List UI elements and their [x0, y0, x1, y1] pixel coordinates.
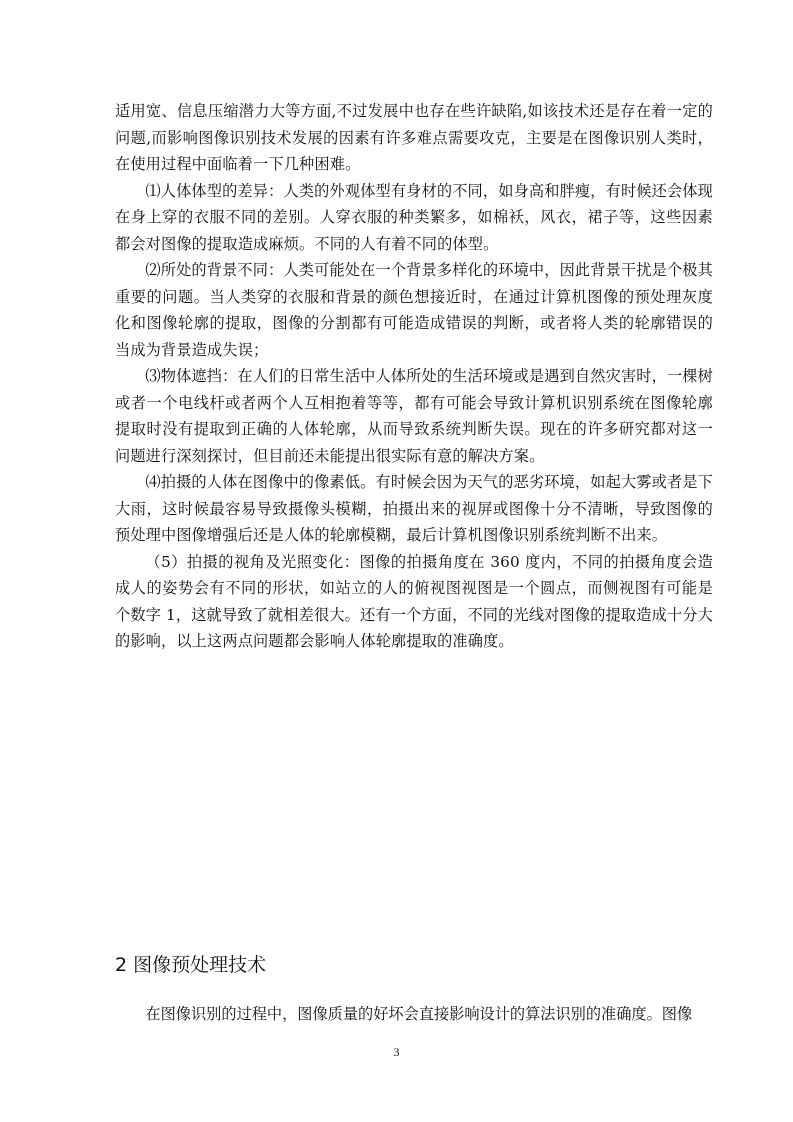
body-text [115, 98, 713, 655]
paragraph-item-1: ⑴人体体型的差异：人类的外观体型有身材的不同，如身高和胖瘦，有时候还会体现在身上穿的衣服不同的差别。人穿衣服的种类繁多，如棉袄，风衣，裙子等，这些因素都会对图像的提取造成麻烦。不同的人有着不同的体型。 [115, 181, 713, 253]
section-paragraph: 在图像识别的过程中，图像质量的好坏会直接影响设计的算法识别的准确度。图像 [145, 1005, 693, 1023]
paragraph-item-3: ⑶物体遮挡：在人们的日常生活中人体所处的生活环境或是遇到自然灾害时，一棵树或者一个电线杆或者两个人互相抱着等等，都有可能会导致计算机识别系统在图像轮廓提取时没有提取到正确的人体轮廓，从而导致系统判断失误。现在的许多研究都对这一问题进行深刻探讨，但目前还未能提出很实际有意的解决方案。 [115, 367, 713, 465]
paragraph-item-4: ⑷拍摄的人体在图像中的像素低。有时候会因为天气的恶劣环境，如起大雾或者是下大雨，这时候最容易导致摄像头模糊，拍摄出来的视屏或图像十分不清晰，导致图像的预处理中图像增强后还是人体的轮廓模糊，最后计算机图像识别系统判断不出来。 [115, 473, 713, 544]
paragraph-intro: 适用宽、信息压缩潜力大等方面,不过发展中也存在些许缺陷,如该技术还是存在着一定的问题,而影响图像识别技术发展的因素有许多难点需要攻克，主要是在图像识别人类时，在使用过程中面临着一下几种困难。 [115, 102, 713, 173]
paragraph-item-2: ⑵所处的背景不同：人类可能处在一个背景多样化的环境中，因此背景干扰是个极其重要的问题。当人类穿的衣服和背景的颜色想接近时，在通过计算机图像的预处理灰度化和图像轮廓的提取，图像的分割都有可能造成错误的判断，或者将人类的轮廓错误的当成为背景造成失误； [115, 261, 713, 359]
paragraph-item-5: （5）拍摄的视角及光照变化：图像的拍摄角度在 360 度内，不同的拍摄角度会造成人的姿势会有不同的形状，如站立的人的俯视图视图是一个圆点，而侧视图有可能是个数字 1，这就导致了就相差很大。还有一个方面，不同的光线对图像的提取造成十分大的影响，以上这两点问题都会影响人体轮廓提取的准确度。 [115, 552, 713, 650]
page-number: 3 [393, 1045, 400, 1059]
section-heading: 2 图像预处理技术 [115, 954, 267, 976]
